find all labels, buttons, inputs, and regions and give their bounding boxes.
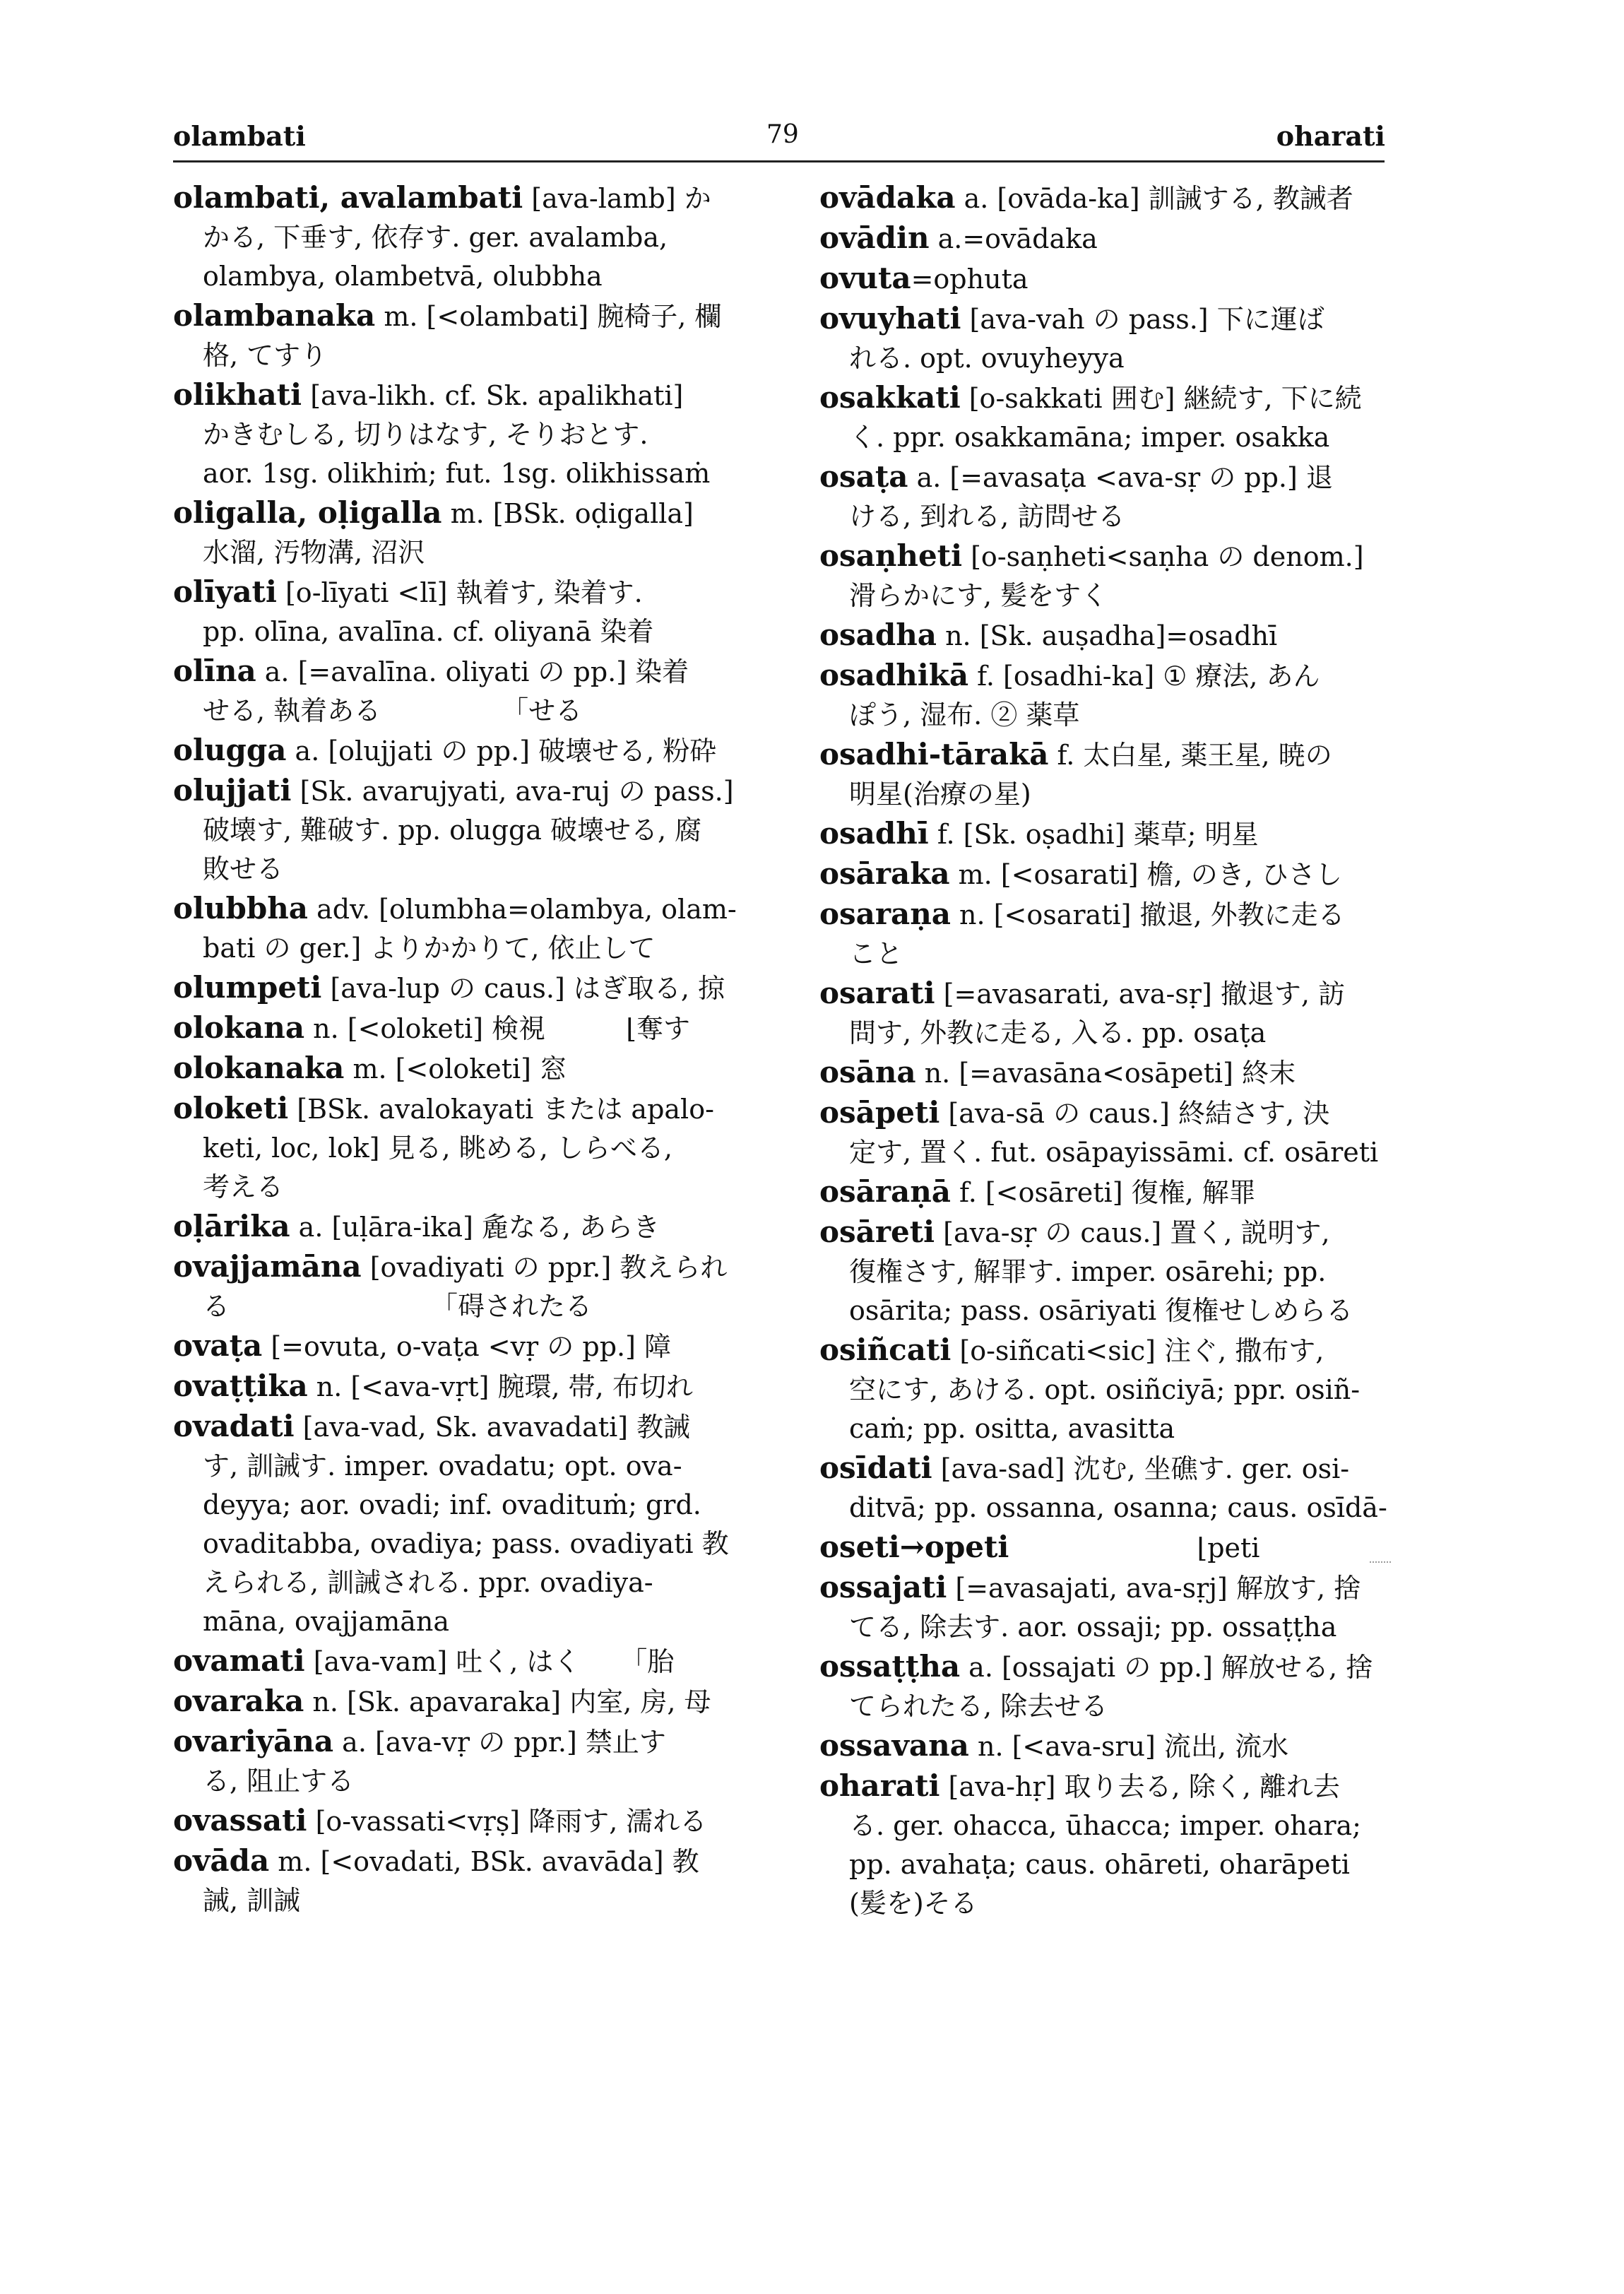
entry-first-line — [173, 493, 788, 533]
continuation-line: ぽう, 湿布. ② 薬草 — [849, 699, 1080, 731]
entry-first-line — [819, 1766, 1399, 1807]
continuation-line: かる, 下垂す, 依存す. ger. avalamba, — [203, 222, 668, 253]
dictionary-entry — [173, 493, 788, 572]
dictionary-entry — [173, 1326, 788, 1366]
continuation-line: 明星(治療の星) — [849, 779, 1031, 810]
definition-text: [ava-lamb] か — [523, 183, 711, 214]
entry-first-line — [819, 735, 1399, 775]
dictionary-entry — [819, 218, 1399, 259]
continuation-line: keti, loc, lok] 見る, 眺める, しらべる, — [203, 1133, 672, 1164]
headword: ovaṭa — [173, 1328, 263, 1363]
definition-text: n. [<oloketi] 検視 ⌊奪す — [304, 1013, 691, 1044]
headword: ovuta — [819, 261, 911, 295]
margin-mark — [1370, 1561, 1391, 1564]
dictionary-entry — [819, 1726, 1399, 1766]
entry-first-line — [819, 1330, 1399, 1371]
continuation-line: 空にす, あける. opt. osiñciyā; ppr. osiñ- — [849, 1374, 1361, 1405]
dictionary-entry — [819, 1212, 1399, 1330]
continuation-line: 定す, 置く. fut. osāpayissāmi. cf. osāreti — [849, 1137, 1379, 1168]
headword: ovariyāna — [173, 1724, 334, 1758]
continuation-line: (髪を)そる — [849, 1888, 978, 1919]
definition-text: f. 太白星, 薬王星, 暁の — [1048, 740, 1332, 771]
headword: ovādaka — [819, 180, 956, 215]
entry-first-line — [819, 378, 1399, 418]
dictionary-entry — [819, 1568, 1399, 1647]
continuation-line: deyya; aor. ovadi; inf. ovadituṁ; grd. — [203, 1489, 701, 1520]
dictionary-entry — [819, 259, 1399, 299]
definition-text: n. [<osarati] 撤退, 外教に走る — [950, 899, 1345, 930]
definition-text: =ophuta — [911, 264, 1029, 295]
headword: osaraṇa — [819, 897, 951, 931]
definition-text: [o-sakkati 囲む] 継続す, 下に続 — [960, 383, 1362, 414]
continuation-line: れる. opt. ovuyheyya — [849, 343, 1125, 374]
entry-first-line — [173, 375, 788, 415]
definition-text: [ava-vad, Sk. avavadati] 教誡 — [294, 1412, 691, 1443]
entry-first-line — [173, 178, 788, 218]
definition-text: ⌊peti — [1009, 1532, 1260, 1563]
headword: osaṭa — [819, 459, 908, 494]
headword: osāraka — [819, 856, 950, 891]
entry-first-line — [819, 259, 1399, 299]
headword: osīdati — [819, 1450, 932, 1485]
headword: osāraṇā — [819, 1174, 951, 1209]
dictionary-entry — [173, 1247, 788, 1326]
entry-first-line — [173, 1722, 788, 1762]
headword: ovādin — [819, 220, 930, 255]
definition-text: [=ovuta, o-vaṭa <vṛ の pp.] 障 — [262, 1331, 672, 1362]
headword: osadhī — [819, 816, 929, 851]
definition-text: [o-siñcati<sic] 注ぐ, 撒布す, — [951, 1335, 1324, 1366]
dictionary-entry — [819, 1172, 1399, 1212]
continuation-line: osārita; pass. osāriyati 復権せしめらる — [849, 1295, 1353, 1326]
headword: ossajati — [819, 1570, 947, 1604]
definition-text: [ovadiyati の ppr.] 教えられ — [361, 1252, 728, 1283]
definition-text: [ava-lup の caus.] はぎ取る, 掠 — [321, 973, 725, 1004]
continuation-line: えられる, 訓誡される. ppr. ovadiya- — [203, 1567, 653, 1598]
definition-text: f. [Sk. oṣadhi] 薬草; 明星 — [928, 819, 1259, 850]
continuation-line: 問す, 外教に走る, 入る. pp. osaṭa — [849, 1017, 1267, 1048]
entry-first-line — [173, 771, 788, 811]
continuation-line: る, 阻止する — [203, 1766, 355, 1797]
entry-first-line — [819, 218, 1399, 259]
headword: oḷārika — [173, 1209, 290, 1243]
entry-first-line — [819, 1448, 1399, 1489]
headword: ovajjamāna — [173, 1249, 362, 1284]
entry-first-line — [173, 1641, 788, 1681]
definition-text: [ava-sad] 沈む, 坐礁す. ger. osi- — [932, 1453, 1350, 1484]
continuation-line: māna, ovajjamāna — [203, 1606, 450, 1637]
entry-first-line — [173, 296, 788, 336]
entry-first-line — [819, 854, 1399, 894]
definition-text: a. [ava-vṛ の ppr.] 禁止す — [333, 1727, 666, 1758]
dictionary-entry — [173, 1407, 788, 1641]
entry-first-line — [173, 1407, 788, 1447]
continuation-line: olambya, olambetvā, olubbha — [203, 261, 603, 292]
definition-text: [=avasajati, ava-sṛj] 解放す, 捨 — [947, 1573, 1361, 1604]
continuation-line: く. ppr. osakkamāna; imper. osakka — [849, 422, 1330, 453]
entry-first-line — [173, 1247, 788, 1287]
headword: ossaṭṭha — [819, 1649, 961, 1684]
continuation-line: てる, 除去す. aor. ossaji; pp. ossaṭṭha — [849, 1612, 1337, 1643]
headword: osadha — [819, 617, 937, 652]
dictionary-entry — [819, 536, 1399, 615]
dictionary-entry — [819, 814, 1399, 854]
entry-first-line — [173, 651, 788, 692]
headword: olīyati — [173, 574, 277, 609]
right-column — [819, 178, 1399, 1923]
continuation-line: 復権さす, 解罪す. imper. osārehi; pp. — [849, 1256, 1327, 1287]
dictionary-entry — [173, 1801, 788, 1841]
headword: olīna — [173, 654, 256, 688]
continuation-line: 滑らかにす, 髪をすく — [849, 580, 1108, 611]
entry-first-line — [819, 1726, 1399, 1766]
headword: osadhi-tārakā — [819, 737, 1049, 771]
continuation-line: 格, てすり — [203, 340, 328, 371]
entry-first-line — [819, 1527, 1399, 1568]
continuation-line: pp. olīna, avalīna. cf. oliyanā 染着 — [203, 616, 654, 647]
headword: olujjati — [173, 773, 292, 808]
definition-text: m. [<olambati] 腕椅子, 欄 — [375, 301, 722, 332]
dictionary-entry — [173, 731, 788, 771]
dictionary-entry — [819, 1766, 1399, 1923]
headword: oseti→opeti — [819, 1530, 1009, 1564]
dictionary-entry — [819, 1053, 1399, 1093]
entry-first-line — [173, 572, 788, 613]
headword: osadhikā — [819, 658, 969, 692]
definition-text: [=avasarati, ava-sṛ] 撤退す, 訪 — [935, 979, 1346, 1010]
headword: olokana — [173, 1010, 305, 1045]
definition-text: n. [Sk. apavaraka] 内室, 房, 母 — [304, 1686, 711, 1717]
definition-text: m. [<osarati] 檐, のき, ひさし — [949, 859, 1342, 890]
entry-first-line — [819, 178, 1399, 218]
entry-first-line — [173, 1366, 788, 1407]
entry-first-line — [819, 1093, 1399, 1133]
definition-text: [o-līyati <lī] 執着す, 染着す. — [276, 577, 643, 608]
continuation-line: pp. avahaṭa; caus. ohāreti, oharāpeti — [849, 1849, 1350, 1880]
dictionary-entry — [173, 968, 788, 1008]
entry-first-line — [819, 536, 1399, 577]
entry-first-line — [819, 974, 1399, 1014]
headword: oharati — [819, 1768, 940, 1803]
entry-first-line — [819, 1053, 1399, 1093]
entry-first-line — [819, 457, 1399, 497]
dictionary-entry — [173, 1207, 788, 1247]
continuation-line: 水溜, 汚物溝, 沼沢 — [203, 537, 425, 568]
continuation-line: bati の ger.] よりかかりて, 依止して — [203, 933, 656, 964]
headword: oligalla, oḷigalla — [173, 495, 442, 530]
definition-text: [o-saṇheti<saṇha の denom.] — [962, 541, 1364, 572]
dictionary-entry — [819, 1093, 1399, 1172]
headword: ovāda — [173, 1843, 270, 1878]
dictionary-entry — [173, 572, 788, 651]
dictionary-entry — [819, 178, 1399, 218]
dictionary-entry — [819, 457, 1399, 536]
definition-text: m. [<ovadati, BSk. avavāda] 教 — [269, 1846, 699, 1877]
headword: ovamati — [173, 1643, 305, 1678]
headword: ovadati — [173, 1409, 295, 1443]
dictionary-entry — [173, 889, 788, 968]
definition-text: a. [uḷāra-ika] 麁なる, あらき — [290, 1212, 660, 1243]
headword: ovuyhati — [819, 301, 961, 336]
entry-first-line — [173, 889, 788, 929]
continuation-line: かきむしる, 切りはなす, そりおとす. — [203, 419, 648, 450]
dictionary-entry — [819, 1330, 1399, 1448]
headword: olubbha — [173, 891, 308, 926]
dictionary-entry — [819, 1448, 1399, 1527]
entry-first-line — [173, 731, 788, 771]
definition-text: adv. [olumbha=olambya, olam- — [308, 894, 737, 925]
dictionary-entry — [819, 1527, 1399, 1568]
continuation-line: せる, 執着ある 「せる — [203, 695, 583, 726]
continuation-line: てられたる, 除去せる — [849, 1691, 1108, 1722]
dictionary-entry — [173, 1722, 788, 1801]
definition-text: [Sk. avarujyati, ava-ruj の pass.] — [291, 776, 734, 807]
entry-first-line — [819, 814, 1399, 854]
headword: osakkati — [819, 380, 961, 415]
continuation-line: ditvā; pp. ossanna, osanna; caus. osīdā- — [849, 1492, 1387, 1523]
definition-text: [o-vassati<vṛṣ] 降雨す, 濡れる — [307, 1806, 707, 1837]
dictionary-entry — [173, 1841, 788, 1920]
headword: ovaṭṭika — [173, 1368, 308, 1403]
dictionary-entry — [173, 1641, 788, 1681]
continuation-line: る. ger. ohacca, ūhacca; imper. ohara; — [849, 1810, 1361, 1841]
dictionary-entry — [173, 1681, 788, 1722]
definition-text: [ava-vam] 吐く, はく 「胎 — [304, 1646, 675, 1677]
definition-text: [ava-hṛ] 取り去る, 除く, 離れ去 — [940, 1771, 1340, 1802]
dictionary-entry — [819, 656, 1399, 735]
headword: olambati, avalambati — [173, 180, 523, 215]
definition-text: [ava-likh. cf. Sk. apalikhati] — [302, 380, 684, 411]
dictionary-entry — [173, 375, 788, 493]
headword: osāpeti — [819, 1095, 940, 1130]
definition-text: a. [olujjati の pp.] 破壊せる, 粉砕 — [286, 735, 717, 767]
entry-first-line — [819, 1172, 1399, 1212]
left-guide-word: olambati — [173, 120, 306, 152]
definition-text: a. [=avalīna. oliyati の pp.] 染着 — [256, 656, 689, 687]
entry-first-line — [819, 894, 1399, 935]
entry-first-line — [819, 1568, 1399, 1608]
headword: ovaraka — [173, 1684, 304, 1718]
headword: olambanaka — [173, 298, 376, 333]
entry-first-line — [819, 615, 1399, 656]
definition-text: m. [<oloketi] 窓 — [344, 1053, 567, 1084]
dictionary-entry — [173, 178, 788, 296]
entry-first-line — [173, 1089, 788, 1129]
entry-first-line — [819, 1212, 1399, 1253]
dictionary-entry — [819, 974, 1399, 1053]
definition-text: a.=ovādaka — [929, 223, 1098, 254]
definition-text: [ava-sṛ の caus.] 置く, 説明す, — [935, 1217, 1330, 1248]
dictionary-entry — [173, 771, 788, 889]
continuation-line: る 「碍されたる — [203, 1291, 593, 1322]
dictionary-entry — [173, 1366, 788, 1407]
entry-first-line — [173, 1801, 788, 1841]
entry-first-line — [819, 656, 1399, 696]
headword: osarati — [819, 976, 935, 1010]
dictionary-entry — [819, 735, 1399, 814]
page-number: 79 — [766, 120, 799, 149]
definition-text: a. [ossajati の pp.] 解放せる, 捨 — [960, 1652, 1373, 1683]
headword: osāreti — [819, 1214, 935, 1249]
continuation-line: aor. 1sg. olikhiṁ; fut. 1sg. olikhissaṁ — [203, 458, 711, 489]
dictionary-entry — [819, 1647, 1399, 1726]
left-column — [173, 178, 788, 1920]
definition-text: n. [<ava-sru] 流出, 流水 — [968, 1731, 1289, 1762]
headword: olokanaka — [173, 1051, 345, 1085]
entry-first-line — [173, 1326, 788, 1366]
entry-first-line — [173, 1681, 788, 1722]
definition-text: a. [ovāda-ka] 訓誡する, 教誡者 — [955, 183, 1353, 214]
headword: osaṇheti — [819, 538, 963, 573]
entry-first-line — [173, 968, 788, 1008]
entry-first-line — [173, 1841, 788, 1881]
right-guide-word: oharati — [1276, 120, 1385, 152]
dictionary-entry — [173, 1089, 788, 1207]
headword: osiñcati — [819, 1332, 952, 1367]
headword: oloketi — [173, 1091, 289, 1125]
headword: ossavana — [819, 1728, 969, 1763]
headword: olugga — [173, 733, 287, 767]
continuation-line: caṁ; pp. ositta, avasitta — [849, 1413, 1175, 1444]
entry-first-line — [173, 1048, 788, 1089]
definition-text: a. [=avasaṭa <ava-sṛ の pp.] 退 — [908, 462, 1333, 493]
header-rule — [173, 160, 1385, 162]
headword: olikhati — [173, 377, 302, 412]
dictionary-entry — [819, 894, 1399, 974]
dictionary-entry — [173, 1048, 788, 1089]
definition-text: m. [BSk. oḍigalla] — [441, 498, 694, 529]
definition-text: n. [=avasāna<osāpeti] 終末 — [915, 1058, 1296, 1089]
continuation-line: ける, 到れる, 訪問せる — [849, 501, 1125, 532]
definition-text: f. [<osāreti] 復権, 解罪 — [950, 1177, 1256, 1208]
continuation-line: 誡, 訓誡 — [203, 1885, 301, 1916]
entry-first-line — [819, 299, 1399, 339]
entry-first-line — [173, 1008, 788, 1048]
dictionary-entry — [819, 615, 1399, 656]
dictionary-entry — [173, 1008, 788, 1048]
continuation-line: こと — [849, 938, 903, 969]
entry-first-line — [173, 1207, 788, 1247]
dictionary-entry — [819, 854, 1399, 894]
continuation-line: 破壊す, 難破す. pp. olugga 破壊せる, 腐 — [203, 815, 702, 846]
headword: olumpeti — [173, 970, 322, 1005]
dictionary-entry — [819, 299, 1399, 378]
definition-text: [ava-vah の pass.] 下に運ば — [961, 304, 1324, 335]
dictionary-entry — [173, 651, 788, 731]
continuation-line: 敗せる — [203, 853, 284, 885]
entry-first-line — [819, 1647, 1399, 1687]
dictionary-entry — [173, 296, 788, 375]
definition-text: n. [<ava-vṛt] 腕環, 帯, 布切れ — [307, 1371, 693, 1402]
definition-text: [ava-sā の caus.] 終結さす, 決 — [940, 1098, 1330, 1129]
continuation-line: 考える — [203, 1171, 284, 1202]
definition-text: f. [osadhi-ka] ① 療法, あん — [968, 661, 1320, 692]
dictionary-entry — [819, 378, 1399, 457]
definition-text: n. [Sk. auṣadha]=osadhī — [937, 620, 1278, 651]
definition-text: [BSk. avalokayati または apalo- — [288, 1094, 714, 1125]
headword: osāna — [819, 1055, 916, 1089]
continuation-line: ovaditabba, ovadiya; pass. ovadiyati 教 — [203, 1528, 729, 1559]
headword: ovassati — [173, 1803, 307, 1838]
continuation-line: す, 訓誡す. imper. ovadatu; opt. ova- — [203, 1450, 682, 1482]
